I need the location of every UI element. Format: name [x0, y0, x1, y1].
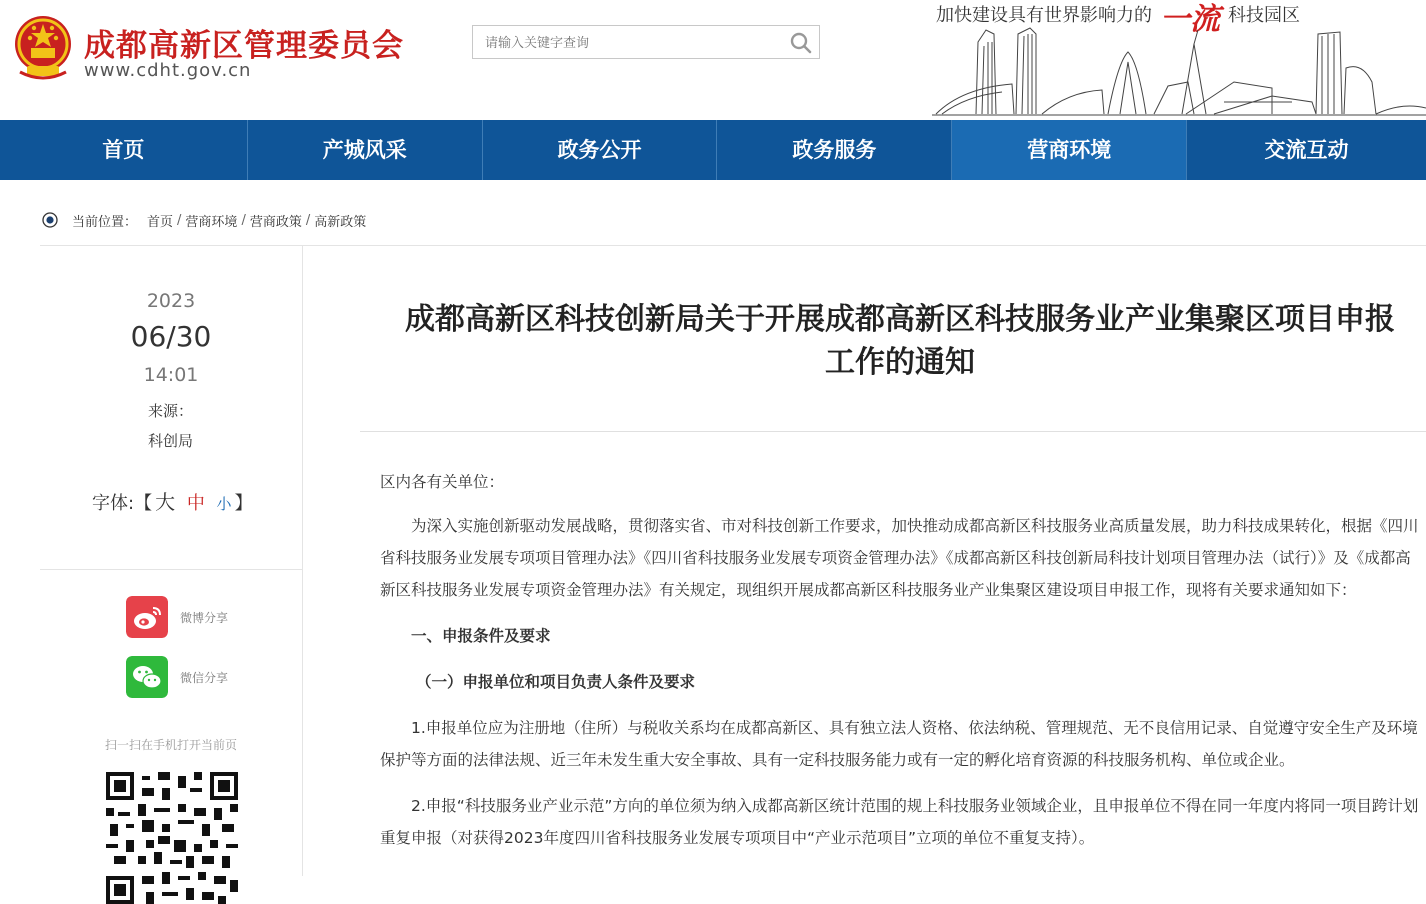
font-size-large-button[interactable]: 大 [155, 490, 176, 514]
wechat-icon [126, 656, 168, 698]
breadcrumb-business-policy[interactable]: 营商政策 [249, 214, 302, 230]
font-size-medium-button[interactable]: 中 [186, 493, 205, 514]
article-paragraph: 2.申报“科技服务业产业示范”方向的单位须为纳入成都高新区统计范围的规上科技服务业领域企业，且申报单位不得在同一年度内将同一项目跨计划重复申报（对获得2023年度四川省科技服务业发展专项项目中“产业示范项目”立项的单位不重复支持）。 [380, 797, 1419, 847]
article-sidebar [40, 246, 303, 876]
slogan-highlight: 一流 [1160, 2, 1220, 37]
article-title: 成都高新区科技创新局关于开展成都高新区科技服务业产业集聚区项目申报工作的通知 [405, 302, 1395, 380]
weibo-share-button[interactable] [126, 596, 228, 638]
article-body [380, 466, 1422, 868]
font-bracket-open: 【 [134, 493, 153, 514]
font-bracket-close: 】 [234, 493, 253, 514]
publish-time: 14:01 [143, 364, 199, 386]
wechat-share-button[interactable] [126, 656, 228, 698]
breadcrumb [42, 205, 366, 235]
article-paragraph: 1.申报单位应为注册地（住所）与税收关系均在成都高新区、具有独立法人资格、依法纳税、管理规范、无不良信用记录、自觉遵守安全生产及环境保护等方面的法律法规、近三年未发生重大安全事故、具有一定科技服务能力或有一定的孵化培育资源的科技服务机构、单位或企业。 [380, 719, 1418, 769]
nav-item-gov-affairs-open[interactable]: 政务公开 [483, 120, 718, 180]
sidebar-divider [40, 569, 302, 570]
site-name[interactable]: 成都高新区管理委员会 [84, 28, 404, 64]
breadcrumb-home[interactable]: 首页 [147, 214, 174, 230]
location-dot-icon [42, 212, 58, 228]
search-box [472, 25, 820, 59]
title-divider [360, 431, 1426, 432]
subsection-heading: （一）申报单位和项目负责人条件及要求 [416, 673, 696, 691]
breadcrumb-business-environment[interactable]: 营商环境 [185, 214, 238, 230]
article-intro: 为深入实施创新驱动发展战略，贯彻落实省、市对科技创新工作要求，加快推动成都高新区科技服务业高质量发展，助力科技成果转化，根据《四川省科技服务业发展专项项目管理办法》《四川省科技服务业发展专项资金管理办法》《成都高新区科技创新局科技计划项目管理办法（试行）》及《成都高新区科技服务业发展专项资金管理办法》有关规定，现组织开展成都高新区科技服务业产业集聚区建设项目申报工作，现将有关要求通知如下： [380, 517, 1419, 599]
font-size-label: 字体: [92, 493, 135, 514]
font-size-small-button[interactable]: 小 [216, 495, 232, 513]
national-emblem-icon [12, 14, 74, 82]
nav-item-home[interactable]: 首页 [0, 120, 248, 180]
search-input[interactable] [483, 31, 777, 55]
qr-tip: 扫一扫在手机打开当前页 [104, 738, 237, 752]
city-skyline-illustration [932, 22, 1426, 118]
article-salutation: 区内各有关单位： [380, 473, 505, 491]
search-icon[interactable] [789, 31, 813, 55]
weibo-icon [126, 596, 168, 638]
site-url: www.cdht.gov.cn [84, 60, 252, 81]
font-size-switcher [92, 486, 253, 515]
nav-item-business-environment[interactable]: 营商环境 [952, 120, 1187, 180]
breadcrumb-separator: / [241, 212, 246, 228]
breadcrumb-hitech-policy[interactable]: 高新政策 [314, 214, 367, 230]
nav-item-city-style[interactable]: 产城风采 [248, 120, 483, 180]
publish-month-day: 06/30 [130, 320, 212, 353]
breadcrumb-separator: / [177, 212, 182, 228]
site-header [0, 0, 1426, 120]
publish-year: 2023 [146, 290, 196, 312]
source-label: 来源： [148, 402, 194, 420]
main-nav [0, 120, 1426, 180]
breadcrumb-separator: / [305, 212, 311, 228]
nav-item-interaction[interactable]: 交流互动 [1264, 138, 1349, 162]
slogan-prefix: 加快建设具有世界影响力的 [936, 5, 1152, 26]
source-value: 科创局 [148, 432, 194, 450]
breadcrumb-prefix: 当前位置： [72, 214, 138, 230]
qr-code-image [106, 772, 238, 904]
wechat-share-label: 微信分享 [180, 670, 229, 685]
slogan-suffix: 科技园区 [1228, 5, 1300, 26]
weibo-share-label: 微博分享 [180, 610, 229, 625]
nav-item-gov-services[interactable]: 政务服务 [717, 120, 952, 180]
section-heading: 一、申报条件及要求 [411, 627, 551, 645]
